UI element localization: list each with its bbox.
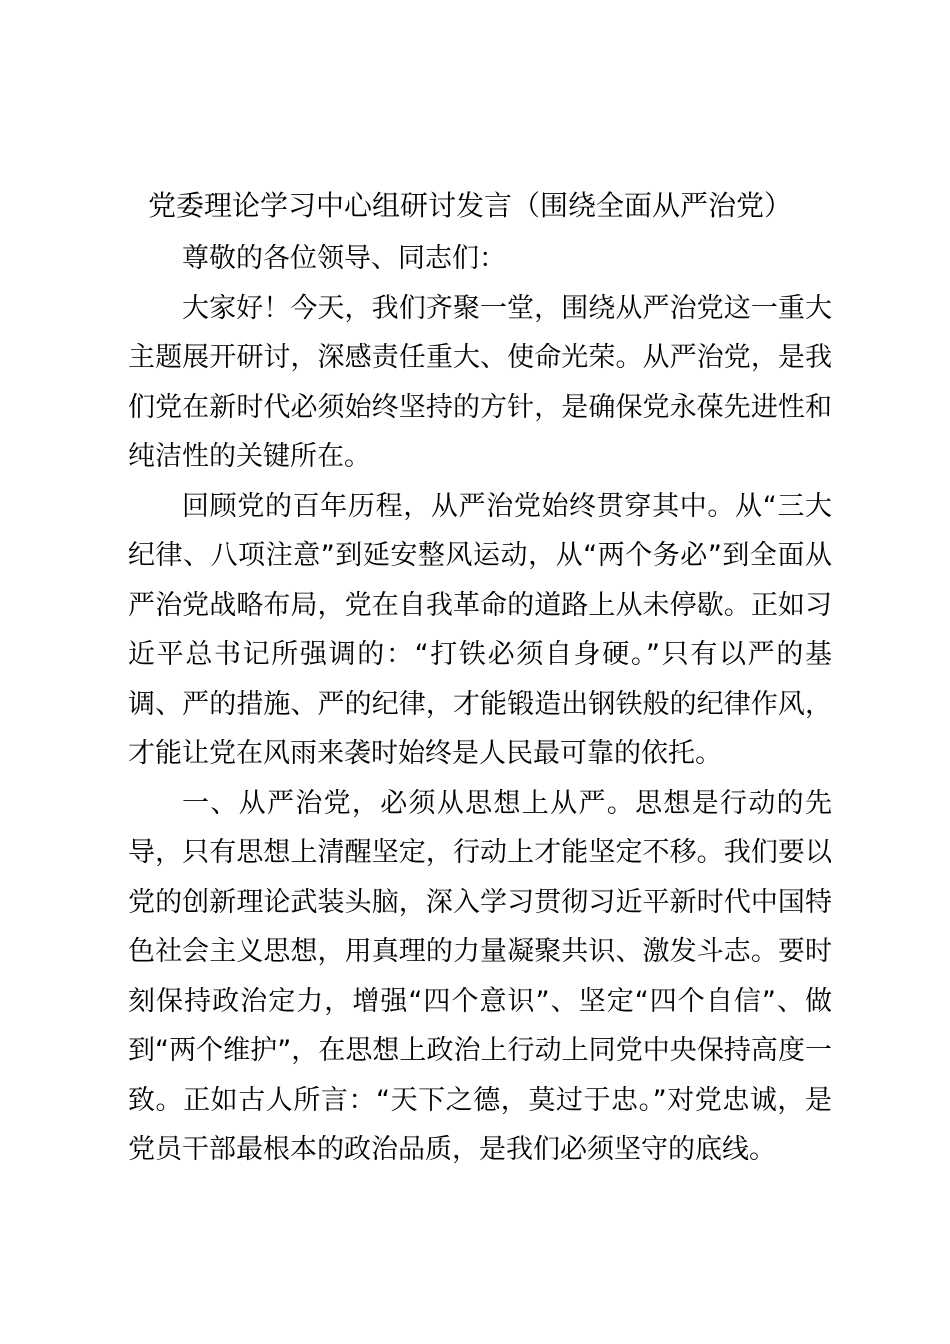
opening-paragraph: 大家好！今天，我们齐聚一堂，围绕从严治党这一重大主题展开研讨，深感责任重大、使命光荣。从严治党，是我们党在新时代必须始终坚持的方针，是确保党永葆先进性和纯洁性的关键所在。 (128, 292, 832, 472)
document-title: 党委理论学习中心组研讨发言（围绕全面从严治党） (148, 189, 793, 222)
history-paragraph: 回顾党的百年历程，从严治党始终贯穿其中。从“三大纪律、八项注意”到延安整风运动，从“两个务必”到全面从严治党战略布局，党在自我革命的道路上从未停歇。正如习近平总书记所强调的：“打铁必须自身硬。”只有以严的基调、严的措施、严的纪律，才能锻造出钢铁般的纪律作风，才能让党在风雨来袭时始终是人民最可靠的依托。 (128, 490, 832, 769)
salutation-paragraph: 尊敬的各位领导、同志们： (182, 243, 506, 274)
document-body (128, 234, 832, 1175)
section-one-paragraph: 一、从严治党，必须从思想上从严。思想是行动的先导，只有思想上清醒坚定，行动上才能坚定不移。我们要以党的创新理论武装头脑，深入学习贯彻习近平新时代中国特色社会主义思想，用真理的力量凝聚共识、激发斗志。要时刻保持政治定力，增强“四个意识”、坚定“四个自信”、做到“两个维护”，在思想上政治上行动上同党中央保持高度一致。正如古人所言：“天下之德，莫过于忠。”对党忠诚，是党员干部最根本的政治品质，是我们必须坚守的底线。 (128, 787, 832, 1165)
